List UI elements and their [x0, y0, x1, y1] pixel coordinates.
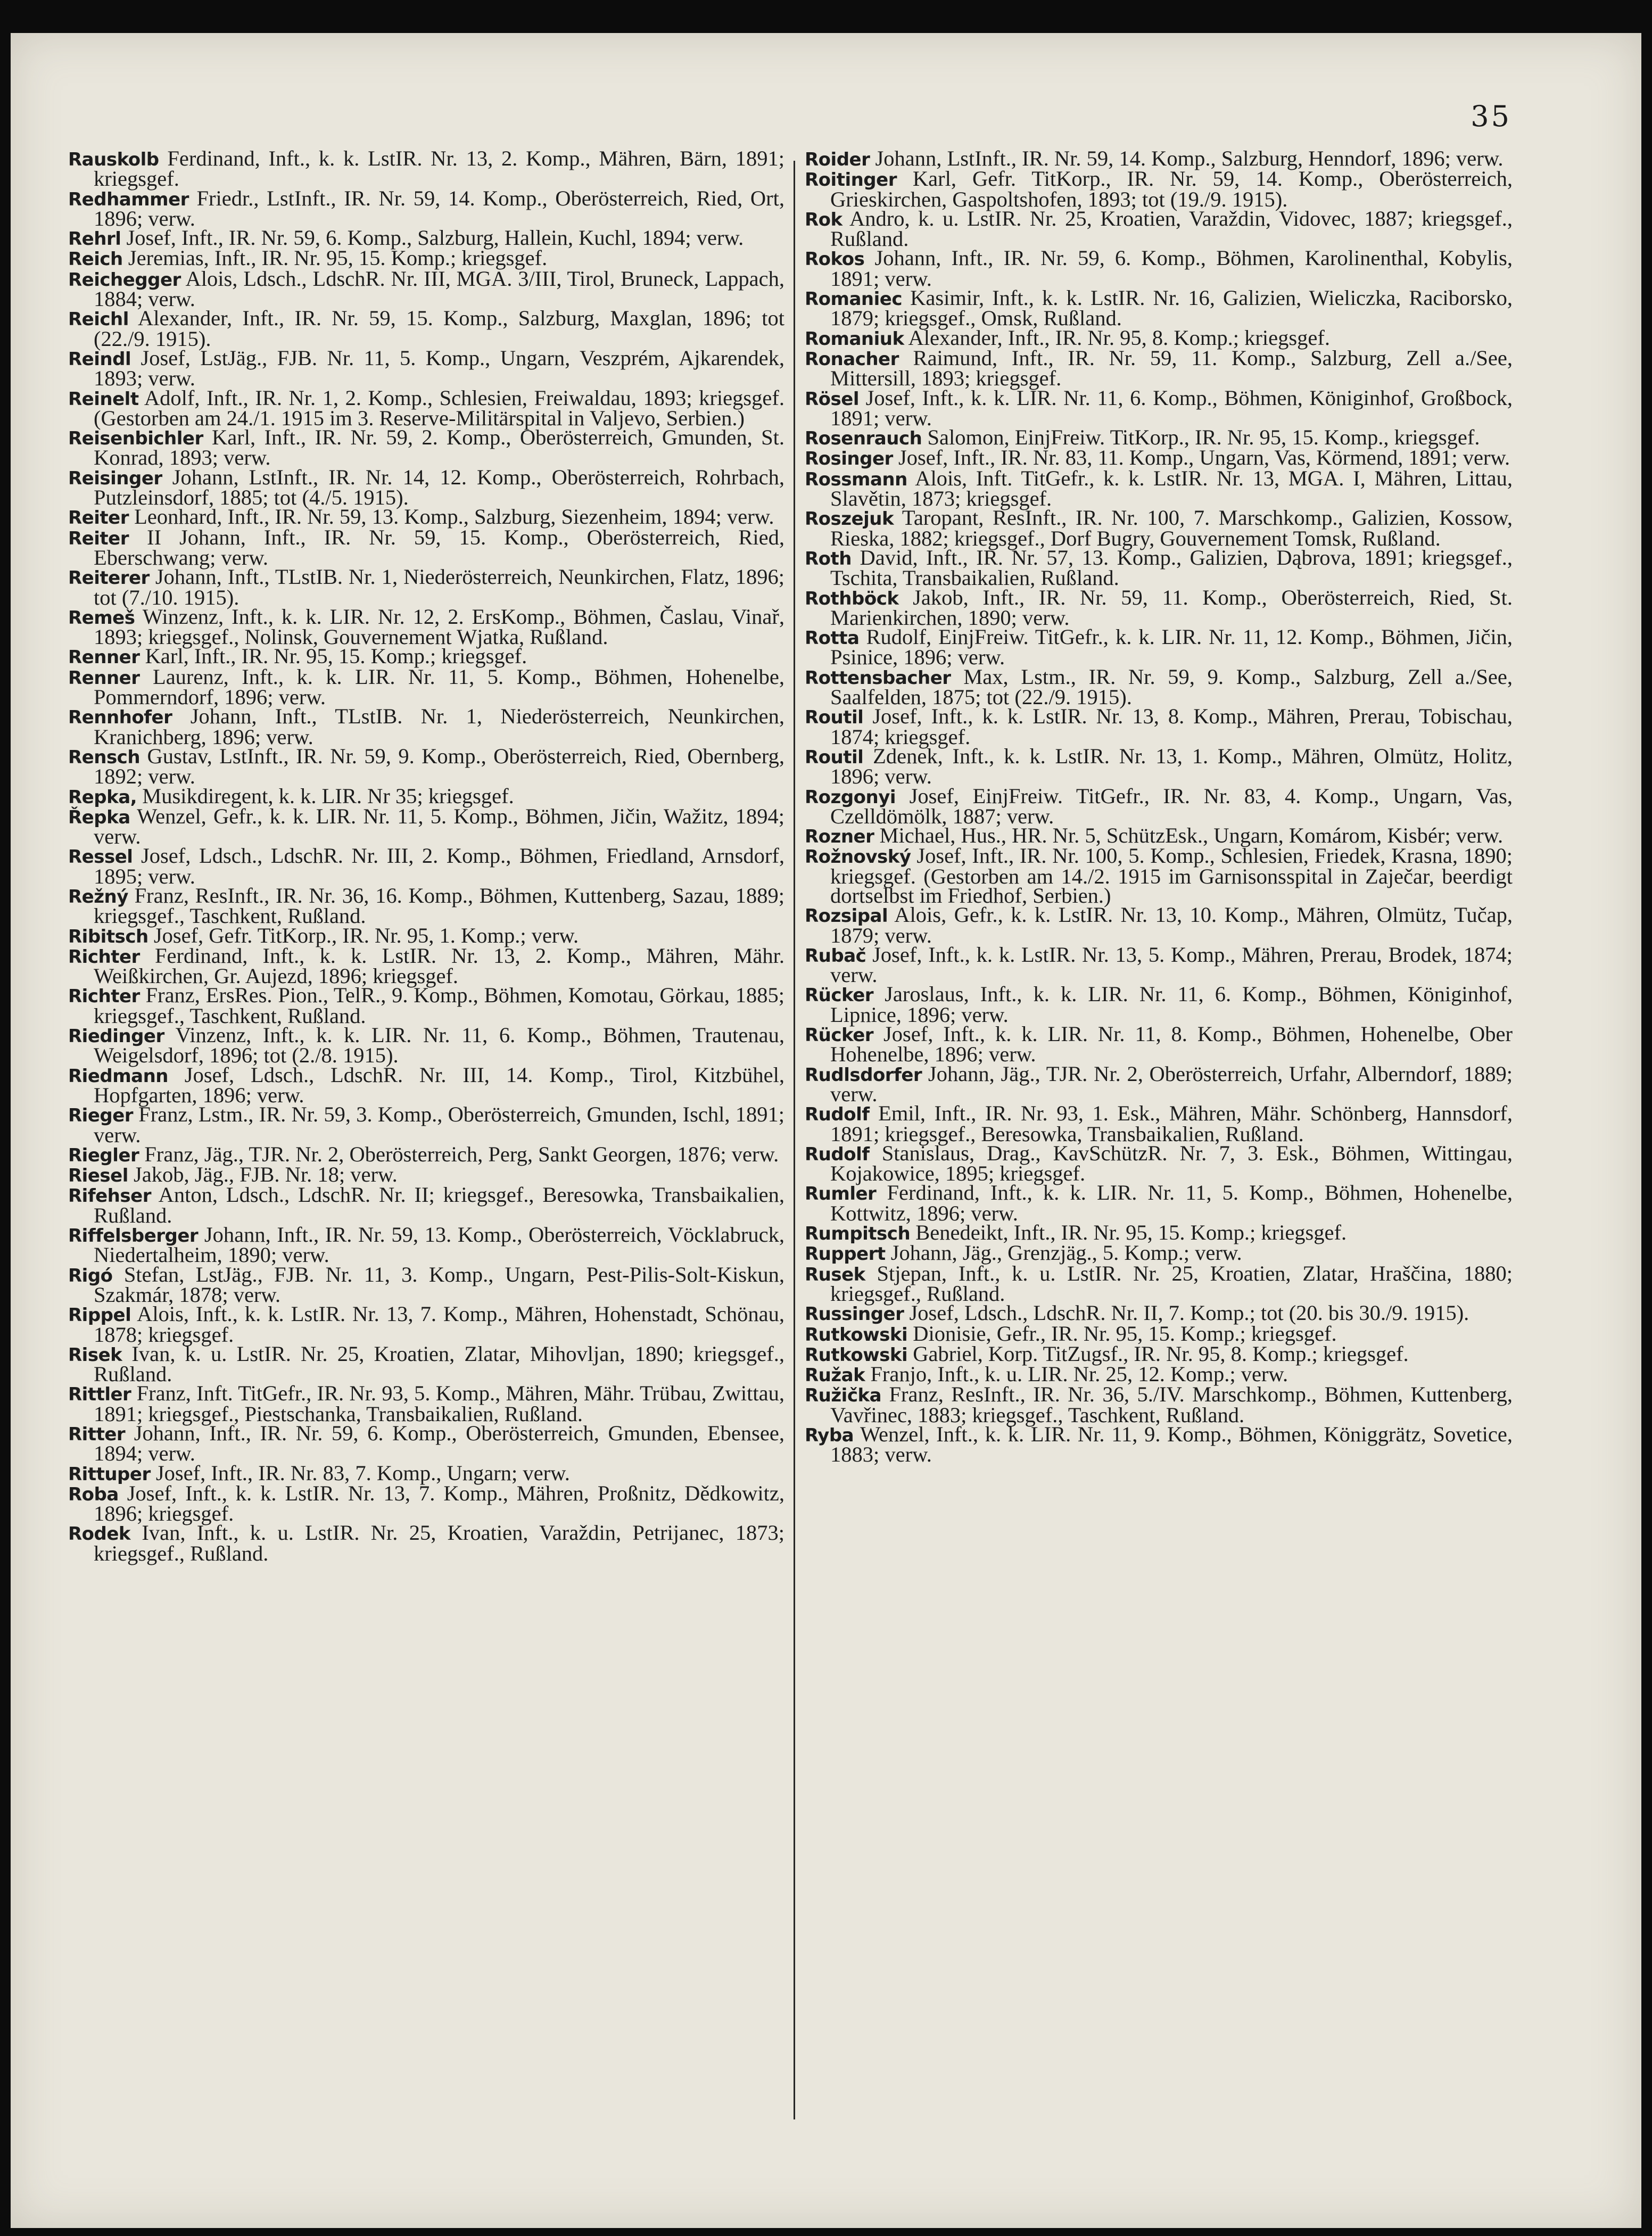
- entry-surname: Repka,: [68, 786, 137, 808]
- entry-details: Max, Lstm., IR. Nr. 59, 9. Komp., Salzburg, Zell a./See, Saalfelden, 1875; tot (22./9. 1915).: [830, 664, 1513, 709]
- entry-details: Josef, Inft., k. k. LIR. Nr. 11, 6. Komp., Böhmen, Königinhof, Großbock, 1891; verw.: [830, 385, 1513, 430]
- entry-details: Franz, ErsRes. Pion., TelR., 9. Komp., Böhmen, Komotau, Görkau, 1885; kriegsgef., Taschkent, Rußland.: [94, 983, 784, 1028]
- entry-details: Josef, Inft., k. k. LIR. Nr. 11, 8. Komp., Böhmen, Hohenelbe, Ober Hohenelbe, 1896; verw.: [830, 1022, 1513, 1067]
- register-entry: [68, 385, 784, 430]
- entry-details: Gabriel, Korp. TitZugsf., IR. Nr. 95, 8. Komp.; kriegsgef.: [907, 1341, 1409, 1366]
- entry-surname: Rudolf: [805, 1143, 870, 1165]
- entry-surname: Rittler: [68, 1384, 131, 1406]
- entry-details: Johann, LstInft., IR. Nr. 14, 12. Komp., Oberösterreich, Rohrbach, Putzleinsdorf, 1885; tot (4./5. 1915).: [94, 465, 784, 510]
- register-entry: [68, 186, 784, 230]
- entry-details: Josef, Inft., IR. Nr. 59, 6. Komp., Salzburg, Hallein, Kuchl, 1894; verw.: [121, 226, 744, 250]
- entry-surname: Reich: [68, 249, 123, 270]
- right-column: [805, 149, 1513, 2161]
- entry-surname: Ritter: [68, 1424, 126, 1445]
- register-entry: [805, 905, 1513, 945]
- register-entry: [68, 1481, 784, 1526]
- register-entry: [805, 846, 1513, 905]
- register-entry: [805, 744, 1513, 789]
- register-entry: [68, 465, 784, 510]
- entry-details: Alois, Inft., k. k. LstIR. Nr. 13, 7. Komp., Mähren, Hohenstadt, Schönau, 1878; kriegsgef.: [94, 1302, 784, 1347]
- register-entry: [805, 664, 1513, 709]
- entry-details: Karl, Inft., IR. Nr. 95, 15. Komp.; kriegsgef.: [139, 644, 527, 669]
- register-entry: [805, 982, 1513, 1027]
- entry-details: Josef, Ldsch., LdschR. Nr. III, 2. Komp., Böhmen, Friedland, Arnsdorf, 1895; verw.: [94, 844, 784, 888]
- entry-details: Franz, Lstm., IR. Nr. 59, 3. Komp., Oberösterreich, Gmunden, Ischl, 1891; verw.: [94, 1102, 784, 1147]
- register-entry: [805, 585, 1513, 630]
- entry-surname: Rosinger: [805, 448, 893, 470]
- entry-surname: Rokos: [805, 249, 865, 270]
- register-entry: [68, 567, 784, 607]
- entry-details: Josef, Ldsch., LdschR. Nr. II, 7. Komp.; tot (20. bis 30./9. 1915).: [904, 1301, 1469, 1325]
- entry-details: Johann, Inft., IR. Nr. 59, 6. Komp., Böhmen, Karolinenthal, Kobylis, 1891; verw.: [830, 246, 1513, 291]
- entry-details: Wenzel, Inft., k. k. LIR. Nr. 11, 9. Komp., Böhmen, Königgrätz, Sovetice, 1883; verw.: [830, 1422, 1513, 1467]
- entry-details: Ferdinand, Inft., k. k. LstIR. Nr. 13, 2. Komp., Mähren, Bärn, 1891; kriegsgef.: [94, 149, 784, 191]
- entry-details: Gustav, LstInft., IR. Nr. 59, 9. Komp., Oberösterreich, Ried, Obernberg, 1892; verw.: [94, 744, 784, 789]
- register-entry: [68, 1302, 784, 1347]
- entry-details: Josef, LstJäg., FJB. Nr. 11, 5. Komp., Ungarn, Veszprém, Ajkarendek, 1893; verw.: [94, 345, 784, 391]
- entry-surname: Rittuper: [68, 1463, 151, 1485]
- entry-details: Alois, Inft. TitGefr., k. k. LstIR. Nr. 13, MGA. I, Mähren, Littau, Slavětin, 1873; kriegsgef.: [830, 466, 1513, 511]
- entry-details: Dionisie, Gefr., IR. Nr. 95, 15. Komp.; kriegsgef.: [907, 1321, 1337, 1346]
- entry-details: Vinzenz, Inft., k. k. LIR. Nr. 11, 6. Komp., Böhmen, Trautenau, Weigelsdorf, 1896; tot (2./8. 1915).: [94, 1023, 784, 1068]
- entry-surname: Rusek: [805, 1264, 865, 1285]
- entry-details: Josef, Inft., k. k. LstIR. Nr. 13, 7. Komp., Mähren, Proßnitz, Dědkowitz, 1896; kriegsgef.: [94, 1481, 784, 1526]
- entry-details: Josef, Inft., k. k. LstIR. Nr. 13, 8. Komp., Mähren, Prerau, Tobischau, 1874; kriegsgef.: [830, 704, 1513, 749]
- entry-details: Ivan, k. u. LstIR. Nr. 25, Kroatien, Zlatar, Mihovljan, 1890; kriegsgef., Rußland.: [94, 1341, 784, 1387]
- entry-surname: Rehrl: [68, 228, 121, 250]
- entry-details: Kasimir, Inft., k. k. LstIR. Nr. 16, Galizien, Wieliczka, Raciborsko, 1879; kriegsgef., Omsk, Rußland.: [830, 286, 1513, 331]
- register-entry: [68, 149, 784, 189]
- entry-details: Stjepan, Inft., k. u. LstIR. Nr. 25, Kroatien, Zlatar, Hraščina, 1880; kriegsgef., Rußland.: [830, 1261, 1513, 1306]
- entry-surname: Rumpitsch: [805, 1223, 911, 1245]
- entry-details: Zdenek, Inft., k. k. LstIR. Nr. 13, 1. Komp., Mähren, Olmütz, Holitz, 1896; verw.: [830, 744, 1513, 789]
- entry-details: Josef, Ldsch., LdschR. Nr. III, 14. Komp., Tirol, Kitzbühel, Hopfgarten, 1896; verw.: [94, 1062, 784, 1107]
- entry-surname: Remeš: [68, 607, 135, 629]
- entry-surname: Reiterer: [68, 567, 150, 589]
- register-entry: [805, 206, 1513, 251]
- entry-details: Leonhard, Inft., IR. Nr. 59, 13. Komp., Salzburg, Siezenheim, 1894; verw.: [128, 505, 774, 529]
- entry-surname: Roszejuk: [805, 508, 894, 530]
- entry-details: Benedeikt, Inft., IR. Nr. 95, 15. Komp.; kriegsgef.: [910, 1220, 1347, 1245]
- entry-surname: Richter: [68, 986, 140, 1008]
- entry-surname: Renner: [68, 647, 140, 669]
- entry-surname: Rudlsdorfer: [805, 1064, 922, 1086]
- entry-surname: Rottensbacher: [805, 667, 951, 689]
- entry-details: Stanislaus, Drag., KavSchützR. Nr. 7, 3. Esk., Böhmen, Wittingau, Kojakowice, 1895; kriegsgef.: [830, 1141, 1513, 1186]
- register-entry: [805, 545, 1513, 590]
- entry-surname: Reisinger: [68, 467, 162, 489]
- register-entry: [805, 169, 1513, 209]
- entry-details: Josef, Inft., IR. Nr. 100, 5. Komp., Schlesien, Friedek, Krasna, 1890; kriegsgef. (Gestorben am 14./2. 1915 im Garnisonsspital in Zaječar, beerdigt dortselbst im Friedhof, Serbien.): [830, 844, 1513, 907]
- entry-surname: Routil: [805, 746, 864, 768]
- entry-surname: Rozner: [805, 826, 874, 848]
- entry-surname: Riesel: [68, 1165, 128, 1187]
- entry-surname: Rudolf: [805, 1104, 870, 1126]
- entry-details: Salomon, EinjFreiw. TitKorp., IR. Nr. 95, 15. Komp., kriegsgef.: [922, 425, 1480, 450]
- entry-surname: Rutkowski: [805, 1324, 908, 1346]
- entry-surname: Ružak: [805, 1365, 865, 1387]
- entry-details: Johann, Jäg., Grenzjäg., 5. Komp.; verw.: [885, 1241, 1242, 1265]
- entry-surname: Rozsipal: [805, 905, 888, 927]
- register-entry: [68, 1185, 784, 1225]
- register-entry: [68, 1023, 784, 1068]
- entry-details: Ferdinand, Inft., k. k. LIR. Nr. 11, 5. Komp., Böhmen, Hohenelbe, Kottwitz, 1896; verw.: [830, 1181, 1513, 1225]
- entry-details: Johann, LstInft., IR. Nr. 59, 14. Komp., Salzburg, Henndorf, 1896; verw.: [870, 149, 1504, 170]
- entry-details: Raimund, Inft., IR. Nr. 59, 11. Komp., Salzburg, Zell a./See, Mittersill, 1893; kriegsgef.: [830, 345, 1513, 391]
- entry-surname: Ronacher: [805, 348, 899, 370]
- register-entry: [805, 942, 1513, 987]
- entry-surname: Routil: [805, 707, 864, 729]
- entry-details: Jakob, Inft., IR. Nr. 59, 11. Komp., Oberösterreich, Ried, St. Marienkirchen, 1890; verw.: [830, 585, 1513, 630]
- register-entry: [805, 783, 1513, 828]
- register-entry: [68, 1381, 784, 1426]
- entry-surname: Rösel: [805, 388, 859, 410]
- register-entry: [805, 1141, 1513, 1186]
- entry-details: Franz, ResInft., IR. Nr. 36, 16. Komp., Böhmen, Kuttenberg, Sazau, 1889; kriegsgef., Taschkent, Rußland.: [94, 883, 784, 928]
- entry-surname: Renner: [68, 667, 140, 689]
- page-number: 35: [1471, 100, 1511, 133]
- entry-details: Josef, Gefr. TitKorp., IR. Nr. 95, 1. Komp.; verw.: [148, 923, 579, 947]
- entry-details: Taropant, ResInft., IR. Nr. 100, 7. Marschkomp., Galizien, Kossow, Rieska, 1882; kriegsgef., Dorf Bugry, Gouvernement Tomsk, Rußland.: [830, 506, 1513, 550]
- entry-surname: Reiter: [68, 527, 129, 549]
- entry-surname: Rifehser: [68, 1185, 151, 1207]
- entry-surname: Reisenbichler: [68, 428, 203, 450]
- entry-details: Alexander, Inft., IR. Nr. 95, 8. Komp.; kriegsgef.: [904, 325, 1330, 350]
- entry-details: Alois, Ldsch., LdschR. Nr. III, MGA. 3/III, Tirol, Bruneck, Lappach, 1884; verw.: [94, 266, 784, 311]
- entry-surname: Ruppert: [805, 1243, 886, 1265]
- register-entry: [68, 266, 784, 311]
- entry-surname: Reiter: [68, 507, 129, 529]
- entry-details: Michael, Hus., HR. Nr. 5, SchützEsk., Ungarn, Komárom, Kisbér; verw.: [874, 823, 1504, 848]
- register-entry: [805, 466, 1513, 511]
- entry-details: II Johann, Inft., IR. Nr. 59, 15. Komp., Oberösterreich, Ried, Eberschwang; verw.: [94, 525, 784, 570]
- entry-details: Franjo, Inft., k. u. LIR. Nr. 25, 12. Komp.; verw.: [865, 1362, 1288, 1387]
- entry-surname: Rigó: [68, 1265, 113, 1286]
- entry-details: Alois, Gefr., k. k. LstIR. Nr. 13, 10. Komp., Mähren, Olmütz, Tučap, 1879; verw.: [830, 903, 1513, 947]
- entry-details: Johann, Inft., IR. Nr. 59, 13. Komp., Oberösterreich, Vöcklabruck, Niedertalheim, 1890; verw.: [94, 1223, 784, 1267]
- register-entry: [68, 1102, 784, 1147]
- entry-surname: Reichegger: [68, 269, 181, 291]
- entry-surname: Rosenrauch: [805, 428, 922, 450]
- entry-surname: Russinger: [805, 1303, 904, 1325]
- register-entry: [68, 846, 784, 886]
- register-entry: [805, 1101, 1513, 1146]
- entry-surname: Rodek: [68, 1523, 131, 1545]
- entry-surname: Rensch: [68, 746, 141, 768]
- register-entry: [68, 1421, 784, 1466]
- entry-surname: Redhammer: [68, 188, 189, 210]
- entry-details: Laurenz, Inft., k. k. LIR. Nr. 11, 5. Komp., Böhmen, Hohenelbe, Pommerndorf, 1896; verw.: [94, 664, 784, 709]
- register-entry: [805, 345, 1513, 391]
- entry-details: Ivan, Inft., k. u. LstIR. Nr. 25, Kroatien, Varaždin, Petrijanec, 1873; kriegsgef., Rußland.: [94, 1521, 784, 1565]
- entry-surname: Rennhofer: [68, 707, 172, 729]
- register-entry: [68, 943, 784, 988]
- entry-surname: Rauskolb: [68, 149, 159, 170]
- register-entry: [68, 704, 784, 749]
- entry-surname: Režný: [68, 886, 128, 907]
- entry-details: Ferdinand, Inft., k. k. LstIR. Nr. 13, 2. Komp., Mähren, Mähr. Weißkirchen, Gr. Aujezd, 1896; kriegsgef.: [94, 943, 784, 988]
- entry-details: Johann, Inft., TLstIB. Nr. 1, Niederösterreich, Neunkirchen, Flatz, 1896; tot (7./10. 1915).: [94, 565, 784, 609]
- register-entry: [68, 983, 784, 1028]
- register-entry: [68, 1225, 784, 1265]
- left-column: [68, 149, 784, 2161]
- entry-details: Karl, Inft., IR. Nr. 59, 2. Komp., Oberösterreich, Gmunden, St. Konrad, 1893; verw.: [94, 425, 784, 470]
- entry-surname: Rožnovský: [805, 846, 911, 868]
- register-entry: [68, 1262, 784, 1307]
- entry-surname: Riedmann: [68, 1065, 169, 1087]
- entry-details: Josef, Inft., IR. Nr. 83, 11. Komp., Ungarn, Vas, Körmend, 1891; verw.: [893, 445, 1510, 470]
- entry-details: Jakob, Jäg., FJB. Nr. 18; verw.: [128, 1162, 398, 1187]
- entry-surname: Ružička: [805, 1385, 882, 1407]
- entry-details: Franz, ResInft., IR. Nr. 36, 5./IV. Marschkomp., Böhmen, Kuttenberg, Vavřinec, 1883; kriegsgef., Taschkent, Rußland.: [830, 1382, 1513, 1427]
- entry-details: Jaroslaus, Inft., k. k. LIR. Nr. 11, 6. Komp., Böhmen, Königinhof, Lipnice, 1896; verw.: [830, 982, 1513, 1027]
- entry-surname: Řepka: [68, 806, 130, 828]
- entry-surname: Ribitsch: [68, 926, 148, 947]
- register-entry: [68, 425, 784, 470]
- entry-details: Anton, Ldsch., LdschR. Nr. II; kriegsgef., Beresowka, Transbaikalien, Rußland.: [94, 1183, 784, 1227]
- register-entry: [805, 1022, 1513, 1067]
- entry-surname: Rothböck: [805, 588, 899, 609]
- entry-details: Stefan, LstJäg., FJB. Nr. 11, 3. Komp., Ungarn, Pest-Pilis-Solt-Kiskun, Szakmár, 1878; verw.: [94, 1262, 784, 1307]
- entry-surname: Romaniec: [805, 288, 902, 310]
- entry-surname: Reindl: [68, 348, 131, 370]
- entry-details: Alexander, Inft., IR. Nr. 59, 15. Komp., Salzburg, Maxglan, 1896; tot (22./9. 1915).: [94, 306, 784, 351]
- entry-details: Musikdiregent, k. k. LIR. Nr 35; kriegsgef.: [137, 783, 514, 808]
- entry-details: Franz, Jäg., TJR. Nr. 2, Oberösterreich, Perg, Sankt Georgen, 1876; verw.: [139, 1142, 779, 1166]
- entry-surname: Rieger: [68, 1105, 134, 1127]
- entry-details: Friedr., LstInft., IR. Nr. 59, 14. Komp., Oberösterreich, Ried, Ort, 1896; verw.: [94, 186, 784, 230]
- entry-surname: Rotta: [805, 628, 860, 649]
- entry-surname: Rok: [805, 209, 842, 230]
- document-page: [11, 33, 1641, 2228]
- register-entry: [805, 1382, 1513, 1427]
- entry-surname: Risek: [68, 1344, 122, 1366]
- entry-surname: Richter: [68, 946, 140, 968]
- column-divider: [794, 161, 795, 2119]
- entry-details: Rudolf, EinjFreiw. TitGefr., k. k. LIR. Nr. 11, 12. Komp., Böhmen, Jičin, Psinice, 1896; verw.: [830, 625, 1513, 670]
- entry-surname: Rücker: [805, 1025, 874, 1046]
- entry-surname: Roth: [805, 548, 852, 570]
- entry-details: Karl, Gefr. TitKorp., IR. Nr. 59, 14. Komp., Oberösterreich, Grieskirchen, Gaspoltshofen, 1893; tot (19./9. 1915).: [830, 167, 1513, 211]
- entry-surname: Reinelt: [68, 388, 139, 410]
- entry-details: Winzenz, Inft., k. k. LIR. Nr. 12, 2. ErsKomp., Böhmen, Časlau, Vinař, 1893; kriegsgef., Nolinsk, Gouvernement Wjatka, Rußland.: [94, 604, 784, 649]
- register-entry: [68, 1341, 784, 1387]
- entry-surname: Rumler: [805, 1183, 877, 1205]
- register-entry: [68, 345, 784, 391]
- register-entry: [805, 286, 1513, 331]
- entry-details: Franz, Inft. TitGefr., IR. Nr. 93, 5. Komp., Mähren, Mähr. Trübau, Zwittau, 1891; kriegsgef., Piestschanka, Transbaikalien, Rußland.: [94, 1381, 784, 1426]
- entry-surname: Rossmann: [805, 468, 907, 490]
- entry-surname: Rutkowski: [805, 1344, 908, 1366]
- entry-details: Emil, Inft., IR. Nr. 93, 1. Esk., Mähren, Mähr. Schönberg, Hannsdorf, 1891; kriegsgef., Beresowka, Transbaikalien, Rußland.: [830, 1101, 1513, 1146]
- entry-surname: Roba: [68, 1483, 119, 1505]
- register-entry: [805, 508, 1513, 548]
- entry-details: Josef, EinjFreiw. TitGefr., IR. Nr. 83, 4. Komp., Ungarn, Vas, Czelldömölk, 1887; verw.: [830, 783, 1513, 828]
- entry-details: Johann, Inft., IR. Nr. 59, 6. Komp., Oberösterreich, Gmunden, Ebensee, 1894; verw.: [94, 1421, 784, 1466]
- register-entry: [805, 1422, 1513, 1467]
- entry-surname: Ryba: [805, 1425, 854, 1446]
- entry-details: Josef, Inft., k. k. LstIR. Nr. 13, 5. Komp., Mähren, Prerau, Brodek, 1874; verw.: [830, 942, 1513, 987]
- entry-surname: Rozgonyi: [805, 786, 896, 808]
- entry-details: Johann, Inft., TLstIB. Nr. 1, Niederösterreich, Neunkirchen, Kranichberg, 1896; verw.: [94, 704, 784, 749]
- entry-surname: Rippel: [68, 1305, 131, 1326]
- register-entry: [805, 1183, 1513, 1223]
- register-entry: [68, 804, 784, 849]
- register-entry: [805, 625, 1513, 670]
- entry-details: Adolf, Inft., IR. Nr. 1, 2. Komp., Schlesien, Freiwaldau, 1893; kriegsgef. (Gestorben am 24./1. 1915 im 3. Reserve-Militärspital in Valjevo, Serbien.): [94, 385, 784, 430]
- entry-surname: Riedinger: [68, 1026, 164, 1047]
- entry-surname: Riegler: [68, 1144, 139, 1166]
- entry-details: Josef, Inft., IR. Nr. 83, 7. Komp., Ungarn; verw.: [150, 1461, 570, 1485]
- register-entry: [805, 246, 1513, 291]
- register-entry: [805, 1261, 1513, 1306]
- entry-details: Andro, k. u. LstIR. Nr. 25, Kroatien, Varaždin, Vidovec, 1887; kriegsgef., Rußland.: [830, 206, 1513, 251]
- register-entry: [68, 883, 784, 928]
- register-entry: [805, 1061, 1513, 1106]
- entry-surname: Romaniuk: [805, 328, 904, 350]
- entry-details: Wenzel, Gefr., k. k. LIR. Nr. 11, 5. Komp., Böhmen, Jičin, Wažitz, 1894; verw.: [94, 804, 784, 849]
- entry-surname: Reichl: [68, 309, 129, 331]
- entry-surname: Rücker: [805, 985, 874, 1006]
- register-entry: [68, 1062, 784, 1107]
- register-entry: [68, 744, 784, 789]
- entry-surname: Roider: [805, 149, 870, 170]
- entry-details: Jeremias, Inft., IR. Nr. 95, 15. Komp.; kriegsgef.: [122, 246, 548, 270]
- entry-details: Johann, Jäg., TJR. Nr. 2, Oberösterreich, Urfahr, Alberndorf, 1889; verw.: [830, 1061, 1513, 1106]
- register-entry: [68, 604, 784, 649]
- entry-surname: Riffelsberger: [68, 1225, 199, 1247]
- register-entry: [805, 704, 1513, 749]
- entry-surname: Roitinger: [805, 169, 897, 191]
- register-entry: [68, 306, 784, 351]
- register-entry: [68, 1523, 784, 1563]
- register-entry: [805, 385, 1513, 430]
- register-entry: [68, 664, 784, 709]
- entry-surname: Rubač: [805, 945, 866, 967]
- entry-details: David, Inft., IR. Nr. 57, 13. Komp., Galizien, Dąbrova, 1891; kriegsgef., Tschita, Transbaikalien, Rußland.: [830, 545, 1513, 590]
- register-entry: [68, 525, 784, 570]
- entry-surname: Ressel: [68, 846, 133, 868]
